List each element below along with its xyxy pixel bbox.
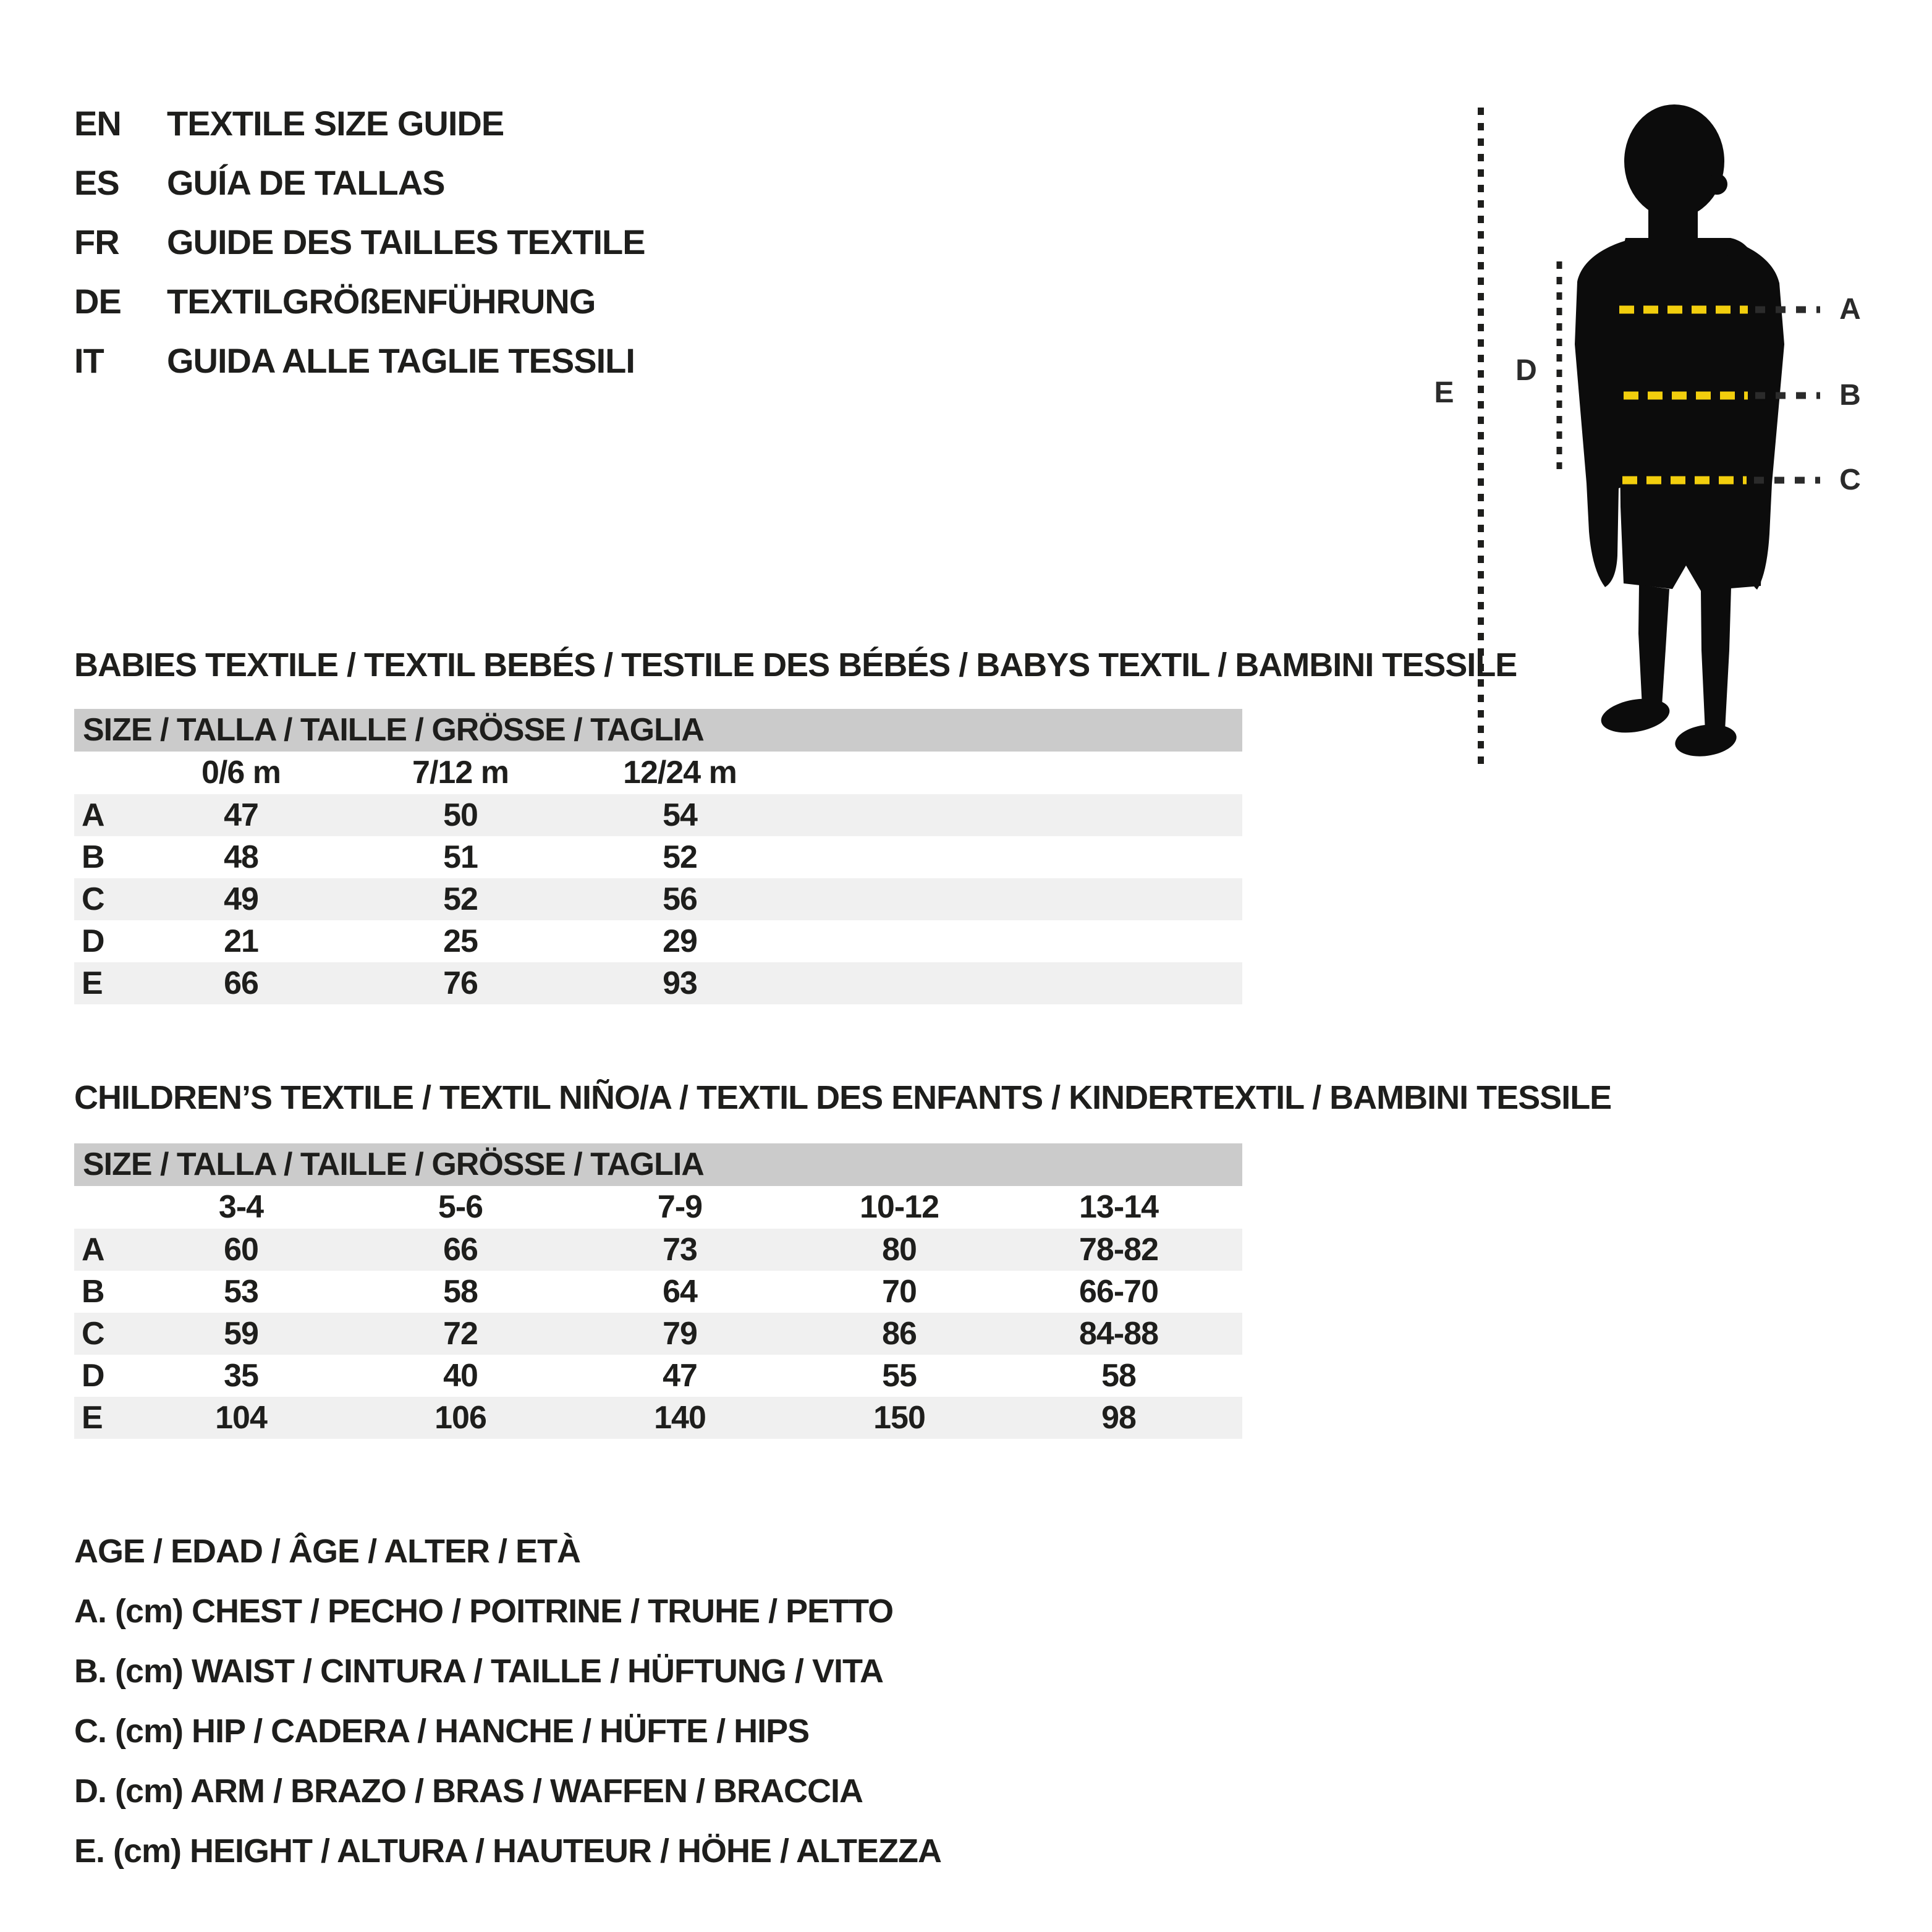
row-label: C (82, 1316, 104, 1352)
size-value-cell: 104 (215, 1400, 267, 1436)
size-value-cell: 66 (443, 1232, 478, 1268)
language-title: GUIDE DES TAILLES TEXTILE (167, 222, 645, 261)
size-value-cell: 21 (224, 923, 258, 959)
row-label: B (82, 1274, 104, 1310)
child-body-silhouette (1575, 104, 1784, 760)
children-column-header-row (74, 1186, 1242, 1228)
children-table-header-bar: SIZE / TALLA / TAILLE / GRÖSSE / TAGLIA (74, 1143, 1242, 1186)
size-value-cell: 58 (1101, 1358, 1136, 1394)
table-row (74, 1271, 1242, 1313)
size-value-cell: 49 (224, 881, 258, 917)
babies-section-heading: BABIES TEXTILE / TEXTIL BEBÉS / TESTILE DES BÉBÉS / BABYS TEXTIL / BAMBINI TESSILE (74, 646, 1517, 684)
column-header: 7-9 (657, 1189, 703, 1225)
size-value-cell: 51 (443, 839, 478, 875)
measure-label-c: C (1839, 464, 1860, 496)
row-label: A (82, 1232, 104, 1268)
language-row (74, 272, 645, 331)
size-value-cell: 106 (434, 1400, 486, 1436)
child-silhouette-figure (1421, 74, 1932, 797)
language-row (74, 94, 645, 153)
column-header: 3-4 (218, 1189, 264, 1225)
babies-column-header-row (74, 752, 1242, 794)
column-header: 12/24 m (623, 755, 737, 790)
column-header: 7/12 m (412, 755, 509, 790)
table-row (74, 1397, 1242, 1439)
measure-label-e: E (1434, 376, 1454, 409)
row-label: E (82, 965, 103, 1001)
size-value-cell: 73 (663, 1232, 697, 1268)
size-value-cell: 66 (224, 965, 258, 1001)
size-value-cell: 48 (224, 839, 258, 875)
language-title: TEXTILE SIZE GUIDE (167, 104, 504, 143)
babies-table-header-bar: SIZE / TALLA / TAILLE / GRÖSSE / TAGLIA (74, 709, 1242, 752)
column-header: 0/6 m (201, 755, 281, 790)
table-row (74, 1229, 1242, 1271)
table-row (74, 794, 1242, 836)
size-value-cell: 29 (663, 923, 697, 959)
size-value-cell: 93 (663, 965, 697, 1001)
language-row (74, 213, 645, 272)
row-label: E (82, 1400, 103, 1436)
size-value-cell: 47 (224, 797, 258, 833)
size-value-cell: 66-70 (1079, 1274, 1158, 1310)
language-code: ES (74, 163, 119, 202)
size-value-cell: 54 (663, 797, 697, 833)
size-value-cell: 78-82 (1079, 1232, 1158, 1268)
table-row (74, 1355, 1242, 1397)
table-row (74, 1313, 1242, 1355)
size-value-cell: 150 (873, 1400, 925, 1436)
table-row (74, 962, 1242, 1004)
size-value-cell: 50 (443, 797, 478, 833)
language-row (74, 153, 645, 213)
size-value-cell: 35 (224, 1358, 258, 1394)
size-value-cell: 76 (443, 965, 478, 1001)
measure-label-d: D (1515, 354, 1536, 387)
size-value-cell: 64 (663, 1274, 697, 1310)
measure-label-b: B (1839, 379, 1860, 412)
size-value-cell: 25 (443, 923, 478, 959)
table-row (74, 920, 1242, 962)
language-title: TEXTILGRÖßENFÜHRUNG (167, 282, 596, 321)
legend-line: C. (cm) HIP / CADERA / HANCHE / HÜFTE / HIPS (74, 1713, 810, 1750)
size-value-cell: 70 (882, 1274, 917, 1310)
size-value-cell: 59 (224, 1316, 258, 1352)
column-header: 10-12 (860, 1189, 939, 1225)
size-value-cell: 79 (663, 1316, 697, 1352)
table-row (74, 878, 1242, 920)
measurement-legend (74, 1522, 941, 1881)
size-value-cell: 52 (443, 881, 478, 917)
measure-label-a: A (1839, 293, 1860, 326)
size-value-cell: 80 (882, 1232, 917, 1268)
language-code: EN (74, 104, 121, 143)
language-code: FR (74, 222, 119, 261)
size-value-cell: 84-88 (1079, 1316, 1158, 1352)
language-code: DE (74, 282, 121, 321)
size-value-cell: 52 (663, 839, 697, 875)
row-label: C (82, 881, 104, 917)
size-value-cell: 58 (443, 1274, 478, 1310)
size-value-cell: 56 (663, 881, 697, 917)
column-header: 5-6 (438, 1189, 483, 1225)
right-shoe-shape (1673, 721, 1739, 760)
language-title-list (74, 94, 645, 391)
table-row (74, 836, 1242, 878)
row-label: D (82, 923, 104, 959)
row-label: D (82, 1358, 104, 1394)
legend-line: B. (cm) WAIST / CINTURA / TAILLE / HÜFTUNG / VITA (74, 1653, 883, 1690)
language-title: GUIDA ALLE TAGLIE TESSILI (167, 341, 635, 380)
row-label: A (82, 797, 104, 833)
child-silhouette-svg (1421, 74, 1932, 797)
column-header: 13-14 (1079, 1189, 1158, 1225)
right-leg-shape (1701, 587, 1731, 732)
ear-shape (1706, 174, 1727, 195)
row-label: B (82, 839, 104, 875)
size-value-cell: 60 (224, 1232, 258, 1268)
legend-line: AGE / EDAD / ÂGE / ALTER / ETÀ (74, 1533, 581, 1570)
legend-line: D. (cm) ARM / BRAZO / BRAS / WAFFEN / BRACCIA (74, 1773, 863, 1810)
children-section-heading: CHILDREN’S TEXTILE / TEXTIL NIÑO/A / TEXTIL DES ENFANTS / KINDERTEXTIL / BAMBINI TESSILE (74, 1079, 1612, 1116)
language-row (74, 331, 645, 391)
left-leg-shape (1638, 585, 1669, 707)
legend-line: E. (cm) HEIGHT / ALTURA / HAUTEUR / HÖHE / ALTEZZA (74, 1832, 941, 1870)
size-value-cell: 98 (1101, 1400, 1136, 1436)
size-value-cell: 55 (882, 1358, 917, 1394)
size-value-cell: 40 (443, 1358, 478, 1394)
size-value-cell: 47 (663, 1358, 697, 1394)
size-value-cell: 140 (654, 1400, 706, 1436)
size-value-cell: 86 (882, 1316, 917, 1352)
language-title: GUÍA DE TALLAS (167, 163, 445, 202)
size-value-cell: 53 (224, 1274, 258, 1310)
language-code: IT (74, 341, 104, 380)
legend-line: A. (cm) CHEST / PECHO / POITRINE / TRUHE / PETTO (74, 1593, 894, 1630)
size-value-cell: 72 (443, 1316, 478, 1352)
